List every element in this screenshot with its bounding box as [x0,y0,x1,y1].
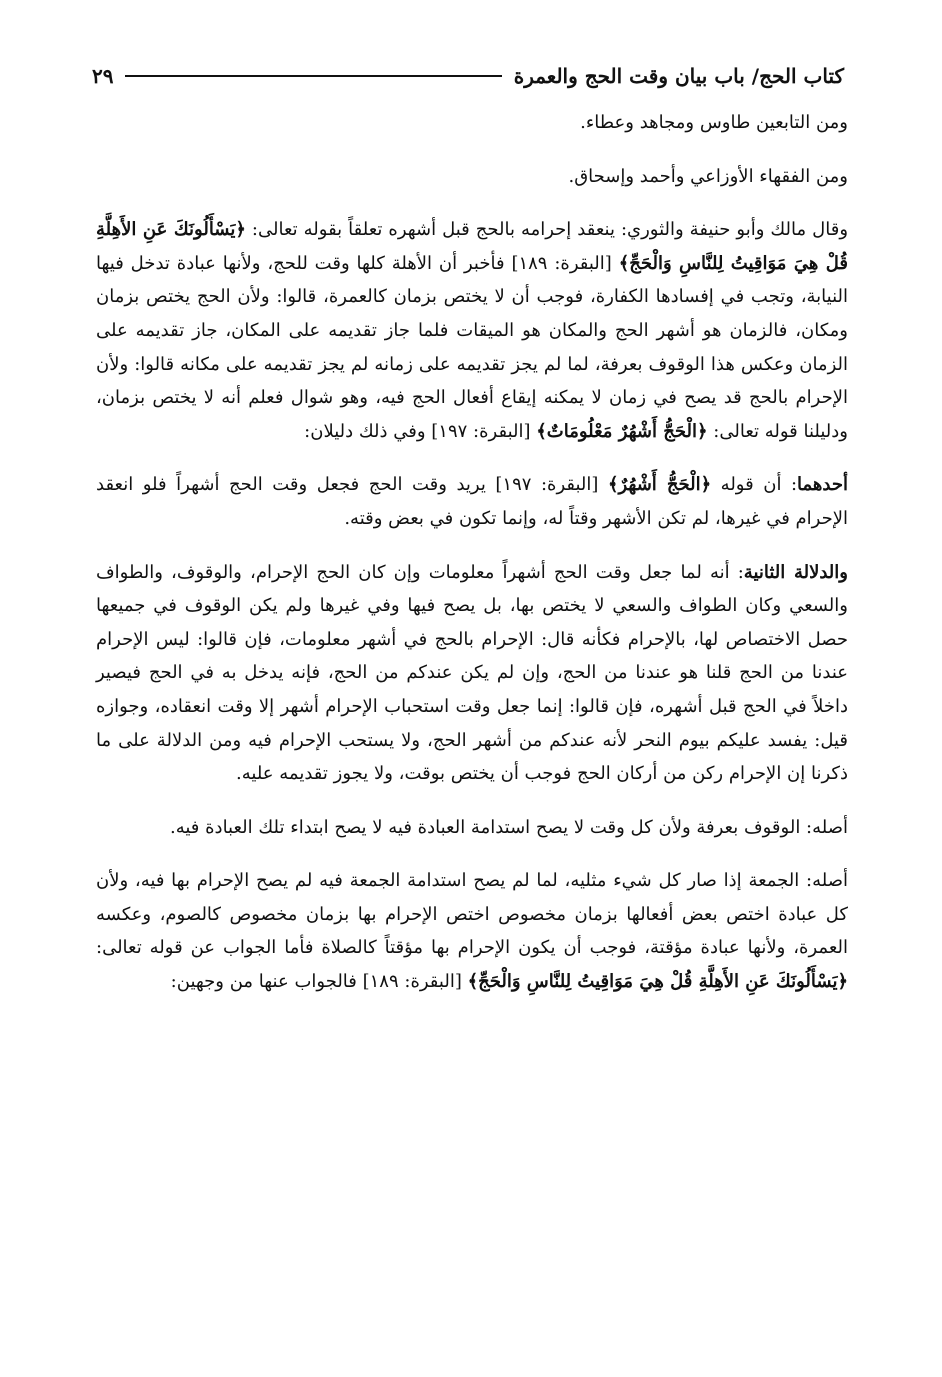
text-run: : أن قوله [711,474,798,496]
header-rule [125,75,501,77]
header-title: كتاب الحج/ باب بيان وقت الحج والعمرة [513,64,844,88]
lead-term: أحدهما [797,474,848,496]
paragraph-spacer [96,844,848,864]
paragraph-spacer [96,791,848,811]
text-run: ومن الفقهاء الأوزاعي وأحمد وإسحاق. [568,165,848,187]
paragraph-spacer [96,448,848,468]
paragraph [96,106,848,140]
paragraph-spacer [96,193,848,213]
quran-quote: ﴿يَسْأَلُونَكَ عَنِ الأَهِلَّةِ قُلْ هِيَ مَوَاقِيتُ لِلنَّاسِ وَالْحَجِّ﴾ [467,971,848,993]
page-number: ٢٩ [92,64,114,88]
quran-quote: ﴿الْحَجُّ أَشْهُرٌ﴾ [607,474,712,496]
paragraph-spacer [96,140,848,160]
text-run: وقال مالك وأبو حنيفة والثوري: ينعقد إحرامه بالحج قبل أشهره تعلقاً بقوله تعالى: [245,219,849,241]
page-body [96,106,848,999]
quran-quote: ﴿الْحَجُّ أَشْهُرٌ مَعْلُومَاتٌ﴾ [536,420,708,442]
text-run: أصله: الجمعة إذا صار كل شيء مثليه، لما لم يصح استدامة الجمعة فيه لم يصح الإحرام بها فيه، ولأن كل عبادة اختص بعض أفعالها بزمان مخصوص اختص الإحرام بها بزمان مخصوص كالصوم، وعكسه العمرة، ولأنها عبادة مؤقتة، فوجب أن يكون الإحرام بها مؤقتاً كالصلاة فأما الجواب عن قوله تعالى: [96,870,848,959]
paragraph [96,468,848,535]
lead-term: والدلالة الثانية [743,561,848,583]
paragraph [96,864,848,998]
text-run: أصله: الوقوف بعرفة ولأن كل وقت لا يصح استدامة العبادة فيه لا يصح ابتداء تلك العبادة فيه. [170,816,848,838]
paragraph [96,213,848,448]
text-run: [البقرة: ١٩٧] يريد وقت الحج فجعل وقت الحج أشهراً فلو انعقد الإحرام في غيرها، لم تكن الأشهر وقتاً له، وإنما تكون في بعض وقته. [96,474,848,529]
paragraph-spacer [96,536,848,556]
paragraph [96,160,848,194]
running-header [92,58,844,94]
text-run: [البقرة: ١٨٩] فأخبر أن الأهلة كلها وقت للحج، ولأنها عبادة تدخل فيها النيابة، وتجب في إفسادها الكفارة، فوجب أن لا يختص بزمان كالعمرة، قالوا: ولأن الحج يختص بزمان ومكان، فالزمان هو أشهر الحج والمكان هو الميقات فلما جاز تقديمه على المكان، جاز تقديمه على الزمان وعكس هذا الوقوف بعرفة، لما لم يجز تقديمه على زمانه لم يجز تقديمه على مكانه قالوا: ولأن الإحرام بالحج قد يصح في زمان لا يمكنه إيقاع أفعال الحج فيه، وهو شوال فعلم أنه لا يختص بزمان، ودليلنا قوله تعالى: [96,252,848,442]
text-run: ومن التابعين طاوس ومجاهد وعطاء. [580,112,848,133]
text-run: : أنه لما جعل وقت الحج أشهراً معلومات وإن كان الحج الإحرام، والوقوف، والطواف والسعي وكان الطواف والسعي لا يختص بها، بل يصح فيها وفي غيرها ولم يكن الوقوف في جميعها حصل الاختصاص لها، بالإحرام فكأنه قال: الإحرام بالحج في أشهر معلومات، فإن قالوا: ليس الإحرام عندنا من الحج قلنا هو عندنا من الحج، وإن لم يكن عندكم من الحج، فإنه يدخل به في الحج فيصير داخلاً في الحج قبل أشهره، فإن قالوا: إنما جعل وقت استحباب الإحرام أشهر إلا وقت انعقاده، وجوازه قيل: يفسد عليكم بيوم النحر لأنه عندكم من أشهر الحج، ولا يستحب الإحرام فيه ومن الدلالة على ما ذكرنا إن الإحرام ركن من أركان الحج فوجب أن يختص بوقت، ولا يجوز تقديمه عليه. [96,561,848,785]
text-run: [البقرة: ١٩٧] وفي ذلك دليلان: [304,420,537,442]
paragraph [96,556,848,791]
text-run: [البقرة: ١٨٩] فالجواب عنها من وجهين: [170,971,468,993]
paragraph [96,811,848,845]
quran-quote: ﴿يَسْأَلُونَكَ عَنِ الأَهِلَّةِ قُلْ هِيَ مَوَاقِيتُ لِلنَّاسِ وَالْحَجِّ﴾ [96,219,848,274]
